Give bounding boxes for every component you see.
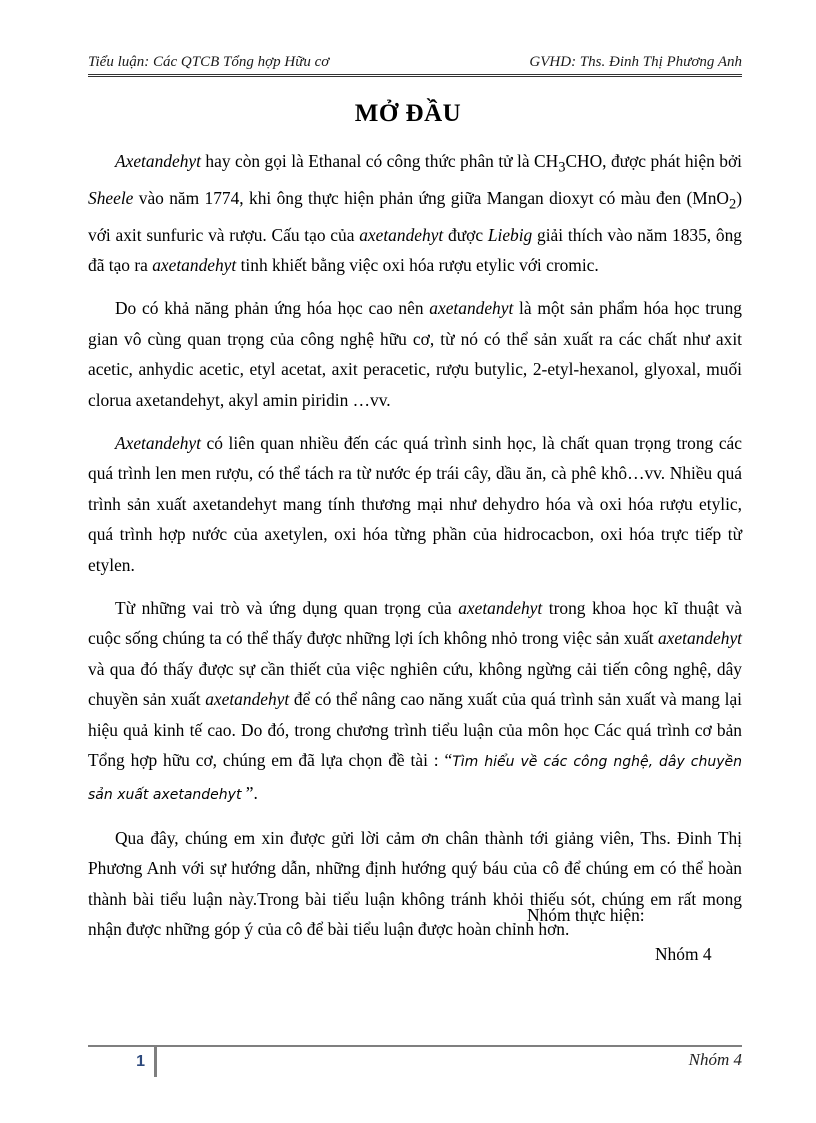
subscript: 2 [728, 196, 737, 213]
text-span: là một sản phẩm hóa học trung gian vô cùng quan trọng của công nghệ hữu cơ, từ nó có thể sản xuất ra các chất như axit acetic, anhydic acetic, etyl acetat, axit peracetic, rượu butylic, 2-etyl-hexanol, glyoxal, muối clorua axetandehyt, akyl amin piridin …vv. [88, 298, 742, 410]
text-span: axetandehyt [359, 224, 444, 245]
page-title: MỞ ĐẦU [354, 100, 462, 127]
text-span: axetandehyt [657, 628, 742, 649]
text-span: và qua đó thấy được sự cần thiết của việc nghiên cứu, không ngừng cải tiến công nghệ, dây chuyền sản xuất [88, 658, 742, 710]
text-span: Sheele [88, 187, 134, 208]
document-body [88, 146, 742, 945]
footer-group: Nhóm 4 [688, 1050, 742, 1069]
text-span: axetandehyt [152, 255, 237, 276]
paragraph-5 [88, 823, 742, 945]
text-span: axetandehyt [458, 597, 543, 618]
paragraph-3 [88, 428, 742, 581]
text-span: Axetandehyt [115, 432, 201, 453]
header-course-title: Tiểu luận: Các QTCB Tổng hợp Hữu cơ [88, 54, 330, 70]
text-span: vào năm 1774, khi ông thực hiện phản ứng giữa Mangan dioxyt có màu đen (MnO [133, 187, 729, 208]
page-number: 1 [136, 1053, 145, 1070]
footer-divider [88, 1045, 742, 1047]
header-divider [88, 74, 742, 77]
text-span: axetandehyt [429, 298, 514, 319]
text-span: Qua đây, chúng em xin được gửi lời cảm ơn chân thành tới giảng viên, Ths. Đinh Thị Phương Anh với sự hướng dẫn, những định hướng quý báu của cô để chúng em có thể hoàn thành bài tiểu luận này.Trong bài tiểu luận không tránh khỏi thiếu sót, chúng em rất mong nhận được những góp ý của cô để bài tiểu luận được hoàn chỉnh hơn. [88, 827, 742, 940]
text-span: ”. [241, 782, 258, 803]
paragraph-1 [88, 146, 742, 281]
text-span: Liebig [487, 224, 533, 245]
text-span: Do có khả năng phản ứng hóa học cao nên [115, 298, 430, 319]
text-span: trong khoa học kĩ thuật và cuộc sống chúng ta có thể thấy được những lợi ích không nhỏ trong việc sản xuất [88, 597, 742, 649]
text-span: tinh khiết bằng việc oxi hóa rượu etylic với cromic. [236, 255, 599, 276]
text-span: có liên quan nhiều đến các quá trình sinh học, là chất quan trọng trong các quá trình len men rượu, có thể tách ra từ nước ép trái cây, dầu ăn, cà phê khô…vv. Nhiều quá trình sản xuất axetandehyt mang tính thương mại như dehydro hóa và oxi hóa rượu etylic, quá trình hợp nước của axetylen, oxi hóa từng phần của hidrocacbon, oxi hóa trực tiếp từ etylen. [88, 432, 742, 575]
topic-title: Tìm hiểu về các công nghệ, dây chuyền sản xuất axetandehyt [88, 754, 742, 803]
text-span: hay còn gọi là Ethanal có công thức phân tử là CH [200, 151, 559, 171]
page-number-box [88, 1047, 157, 1077]
text-span: CHO, được phát hiện bởi [565, 151, 742, 171]
signature-group-name: Nhóm 4 [655, 944, 712, 964]
paragraph-2 [88, 293, 742, 415]
paragraph-4 [88, 593, 742, 811]
text-span: Từ những vai trò và ứng dụng quan trọng của [115, 597, 459, 618]
text-span: giải thích vào năm 1835, ông đã tạo ra [88, 224, 742, 276]
text-span: Axetandehyt [115, 151, 201, 171]
text-span: để có thể nâng cao năng xuất của quá trình sản xuất và mang lại hiệu quả kinh tế cao. Do đó, trong chương trình tiểu luận của môn học Các quá trình cơ bản Tổng hợp hữu cơ, chúng em đã lựa chọn đề tài : “ [88, 689, 742, 771]
text-span: axetandehyt [205, 689, 290, 710]
text-span: được [443, 224, 488, 245]
header-instructor: GVHD: Ths. Đinh Thị Phương Anh [529, 54, 742, 70]
text-span: ) với axit sunfuric và rượu. Cấu tạo của [88, 187, 742, 245]
signature-group-label: Nhóm thực hiện: [527, 905, 645, 925]
subscript: 3 [558, 159, 566, 176]
